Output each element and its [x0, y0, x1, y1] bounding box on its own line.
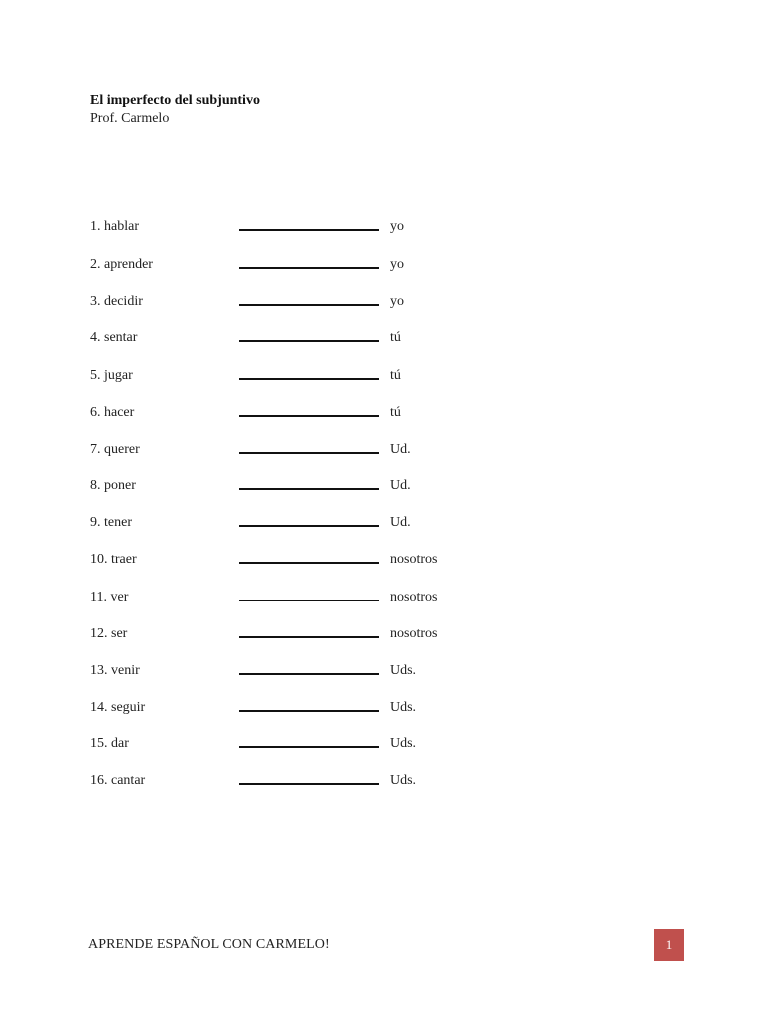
- page-number-badge: [654, 929, 684, 961]
- exercise-verb: 10. traer: [90, 552, 137, 567]
- exercise-verb: 15. dar: [90, 736, 129, 751]
- answer-blank[interactable]: [239, 229, 379, 231]
- exercise-verb: 9. tener: [90, 515, 132, 530]
- exercise-verb: 3. decidir: [90, 294, 143, 309]
- page-number: 1: [665, 937, 673, 952]
- exercise-verb: 1. hablar: [90, 219, 139, 234]
- exercise-row: [90, 515, 510, 537]
- answer-blank[interactable]: [239, 746, 379, 748]
- footer-text: APRENDE ESPAÑOL CON CARMELO!: [88, 937, 330, 952]
- exercise-verb: 16. cantar: [90, 773, 146, 788]
- exercise-subject: nosotros: [390, 590, 438, 605]
- exercise-verb: 8. poner: [90, 478, 136, 493]
- answer-blank[interactable]: [239, 415, 379, 417]
- exercise-subject: nosotros: [390, 552, 438, 567]
- answer-blank[interactable]: [239, 600, 379, 601]
- exercise-row: [90, 552, 510, 574]
- exercise-subject: Ud.: [390, 478, 411, 493]
- exercise-subject: Uds.: [390, 663, 417, 678]
- exercise-verb: 7. querer: [90, 442, 140, 457]
- exercise-subject: tú: [390, 405, 401, 420]
- answer-blank[interactable]: [239, 340, 379, 342]
- exercise-row: [90, 219, 510, 241]
- exercise-subject: tú: [390, 330, 401, 345]
- exercise-subject: Uds.: [390, 736, 417, 751]
- exercise-row: [90, 294, 510, 316]
- exercise-verb: 12. ser: [90, 626, 128, 641]
- exercise-verb: 2. aprender: [90, 257, 153, 272]
- exercise-verb: 6. hacer: [90, 405, 135, 420]
- answer-blank[interactable]: [239, 304, 379, 306]
- exercise-subject: Uds.: [390, 773, 417, 788]
- exercise-verb: 5. jugar: [90, 368, 133, 383]
- exercise-subject: yo: [390, 219, 404, 234]
- exercise-row: [90, 257, 510, 279]
- answer-blank[interactable]: [239, 452, 379, 454]
- answer-blank[interactable]: [239, 710, 379, 712]
- exercise-verb: 11. ver: [90, 590, 129, 605]
- exercise-row: [90, 405, 510, 427]
- answer-blank[interactable]: [239, 636, 379, 638]
- answer-blank[interactable]: [239, 488, 379, 490]
- exercise-row: [90, 773, 510, 795]
- answer-blank[interactable]: [239, 673, 379, 675]
- exercise-verb: 4. sentar: [90, 330, 138, 345]
- exercise-row: [90, 626, 510, 648]
- exercise-row: [90, 590, 510, 612]
- exercise-subject: yo: [390, 257, 404, 272]
- exercise-verb: 13. venir: [90, 663, 140, 678]
- answer-blank[interactable]: [239, 562, 379, 564]
- exercise-subject: nosotros: [390, 626, 438, 641]
- exercise-subject: yo: [390, 294, 404, 309]
- exercise-subject: Ud.: [390, 515, 411, 530]
- answer-blank[interactable]: [239, 378, 379, 380]
- answer-blank[interactable]: [239, 267, 379, 269]
- exercise-subject: tú: [390, 368, 401, 383]
- exercise-subject: Uds.: [390, 700, 417, 715]
- exercise-row: [90, 478, 510, 500]
- exercise-verb: 14. seguir: [90, 700, 146, 715]
- exercise-list: [90, 0, 510, 1024]
- exercise-row: [90, 663, 510, 685]
- exercise-subject: Ud.: [390, 442, 411, 457]
- answer-blank[interactable]: [239, 525, 379, 527]
- exercise-row: [90, 700, 510, 722]
- exercise-row: [90, 368, 510, 390]
- exercise-row: [90, 330, 510, 352]
- exercise-row: [90, 442, 510, 464]
- page-subtitle: Prof. Carmelo: [90, 111, 170, 126]
- exercise-row: [90, 736, 510, 758]
- page-title: El imperfecto del subjuntivo: [90, 93, 260, 108]
- answer-blank[interactable]: [239, 783, 379, 785]
